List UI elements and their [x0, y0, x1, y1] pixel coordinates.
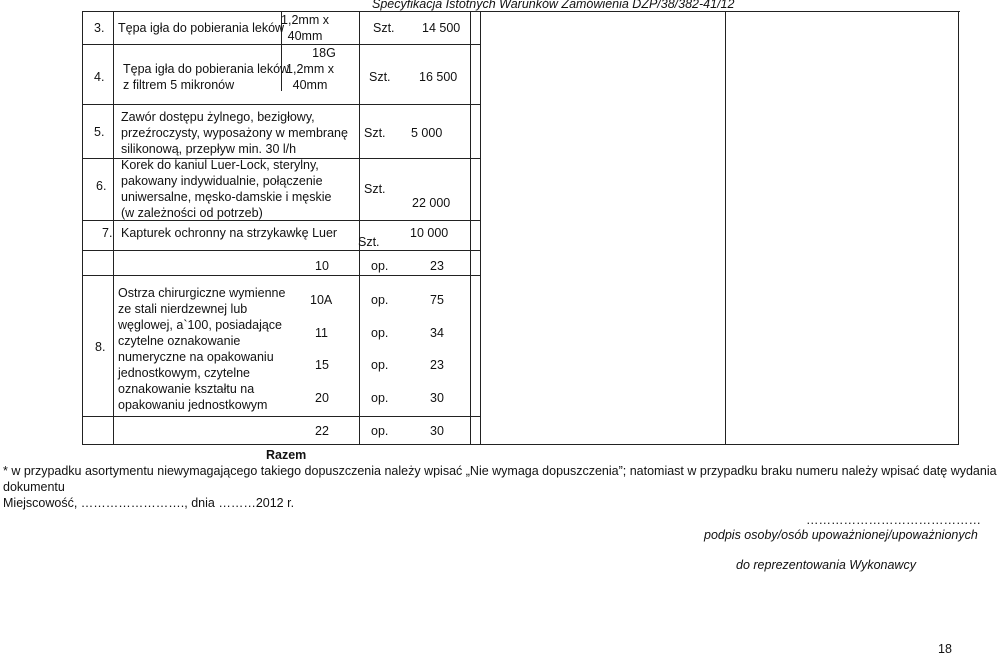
variant-unit: op.	[371, 358, 389, 372]
product-name-line: (w zależności od potrzeb)	[121, 206, 263, 220]
table-bottom-border	[82, 444, 959, 445]
table-col-divider	[725, 11, 726, 444]
unit-cell: Szt.	[364, 126, 386, 140]
variant-unit: op.	[371, 424, 389, 438]
variant-quantity: 23	[430, 259, 444, 273]
variant-unit: op.	[371, 326, 389, 340]
table-row-divider	[82, 275, 480, 276]
table-row-divider	[82, 416, 480, 417]
product-name-line: uniwersalne, męsko-damskie i męskie	[121, 190, 332, 204]
header-rule	[82, 11, 960, 12]
table-col-divider	[113, 11, 114, 444]
signature-caption: podpis osoby/osób upoważnionej/upoważnionych	[704, 528, 978, 542]
footnote-line: * w przypadku asortymentu niewymagającego takiego dopuszczenia należy wpisać „Nie wymaga dopuszczenia”; natomiast w przypadku braku numeru należy wpisać datę wydania	[3, 464, 997, 478]
variant-size: 11	[315, 326, 328, 340]
product-name-line: węglowej, a`100, posiadające	[118, 318, 282, 332]
product-name-line: opakowaniu jednostkowym	[118, 398, 268, 412]
table-row-divider	[82, 104, 480, 105]
product-name-line: jednostkowym, czytelne	[118, 366, 251, 380]
product-name-line: Kapturek ochronny na strzykawkę Luer	[121, 226, 338, 240]
total-label: Razem	[266, 448, 307, 462]
product-name-line: numeryczne na opakowaniu	[118, 350, 274, 364]
row-number: 4.	[94, 70, 105, 84]
quantity-cell: 22 000	[412, 196, 451, 210]
variant-quantity: 23	[430, 358, 444, 372]
product-name-line: oznakowanie kształtu na	[118, 382, 255, 396]
variant-quantity: 75	[430, 293, 444, 307]
table-border-right	[958, 11, 959, 444]
signature-dots: ……………………………………	[806, 513, 981, 527]
unit-cell: Szt.	[373, 21, 395, 35]
variant-quantity: 34	[430, 326, 444, 340]
variant-size: 10A	[310, 293, 333, 307]
product-name-line: przeźroczysty, wyposażony w membranę	[121, 126, 348, 140]
product-name-line: silikonową, przepływ min. 30 l/h	[121, 142, 297, 156]
quantity-cell: 5 000	[411, 126, 443, 140]
product-size-line: 1,2mm x	[281, 13, 329, 27]
variant-size: 22	[315, 424, 329, 438]
product-name-line: czytelne oznakowanie	[118, 334, 241, 348]
product-size-line: 1,2mm x	[286, 62, 334, 76]
variant-quantity: 30	[430, 424, 444, 438]
page-number: 18	[938, 642, 952, 656]
product-name-line: pakowany indywidualnie, połączenie	[121, 174, 323, 188]
product-size-line: 40mm	[287, 29, 323, 43]
row-number: 5.	[94, 125, 105, 139]
row-number: 7.	[102, 226, 113, 240]
row-number: 6.	[96, 179, 107, 193]
variant-unit: op.	[371, 391, 389, 405]
variant-size: 20	[315, 391, 329, 405]
product-size-line: 18G	[312, 46, 336, 60]
unit-cell: Szt.	[364, 182, 386, 196]
place-date-line: Miejscowość, ……………………., dnia ………2012 r.	[3, 496, 295, 510]
variant-unit: op.	[371, 293, 389, 307]
product-name-line: Tępa igła do pobierania leków	[123, 62, 290, 76]
row-number: 3.	[94, 21, 105, 35]
document-header: Specyfikacja Istotnych Warunków Zamówienia DZP/38/382-41/12	[372, 0, 735, 11]
variant-size: 10	[315, 259, 329, 273]
table-row-divider	[82, 250, 480, 251]
table-border-left	[82, 11, 83, 444]
product-name-line: Korek do kaniul Luer-Lock, sterylny,	[121, 158, 319, 172]
product-name-line: Zawór dostępu żylnego, bezigłowy,	[121, 110, 315, 124]
quantity-cell: 10 000	[410, 226, 449, 240]
variant-quantity: 30	[430, 391, 444, 405]
product-name-line: Ostrza chirurgiczne wymienne	[118, 286, 286, 300]
table-col-divider	[359, 11, 360, 444]
footnote-line: dokumentu	[3, 480, 65, 494]
row-number: 8.	[95, 340, 106, 354]
quantity-cell: 14 500	[422, 21, 461, 35]
unit-cell: Szt.	[358, 235, 380, 249]
quantity-cell: 16 500	[419, 70, 458, 84]
product-size-line: 40mm	[292, 78, 328, 92]
variant-unit: op.	[371, 259, 389, 273]
unit-cell: Szt.	[369, 70, 391, 84]
table-col-divider	[480, 11, 481, 444]
product-name-line: ze stali nierdzewnej lub	[118, 302, 248, 316]
variant-size: 15	[315, 358, 329, 372]
table-col-divider	[470, 11, 471, 444]
product-name-line: z filtrem 5 mikronów	[123, 78, 235, 92]
product-name-line: Tępa igła do pobierania leków	[118, 21, 285, 35]
signature-caption: do reprezentowania Wykonawcy	[736, 558, 916, 572]
